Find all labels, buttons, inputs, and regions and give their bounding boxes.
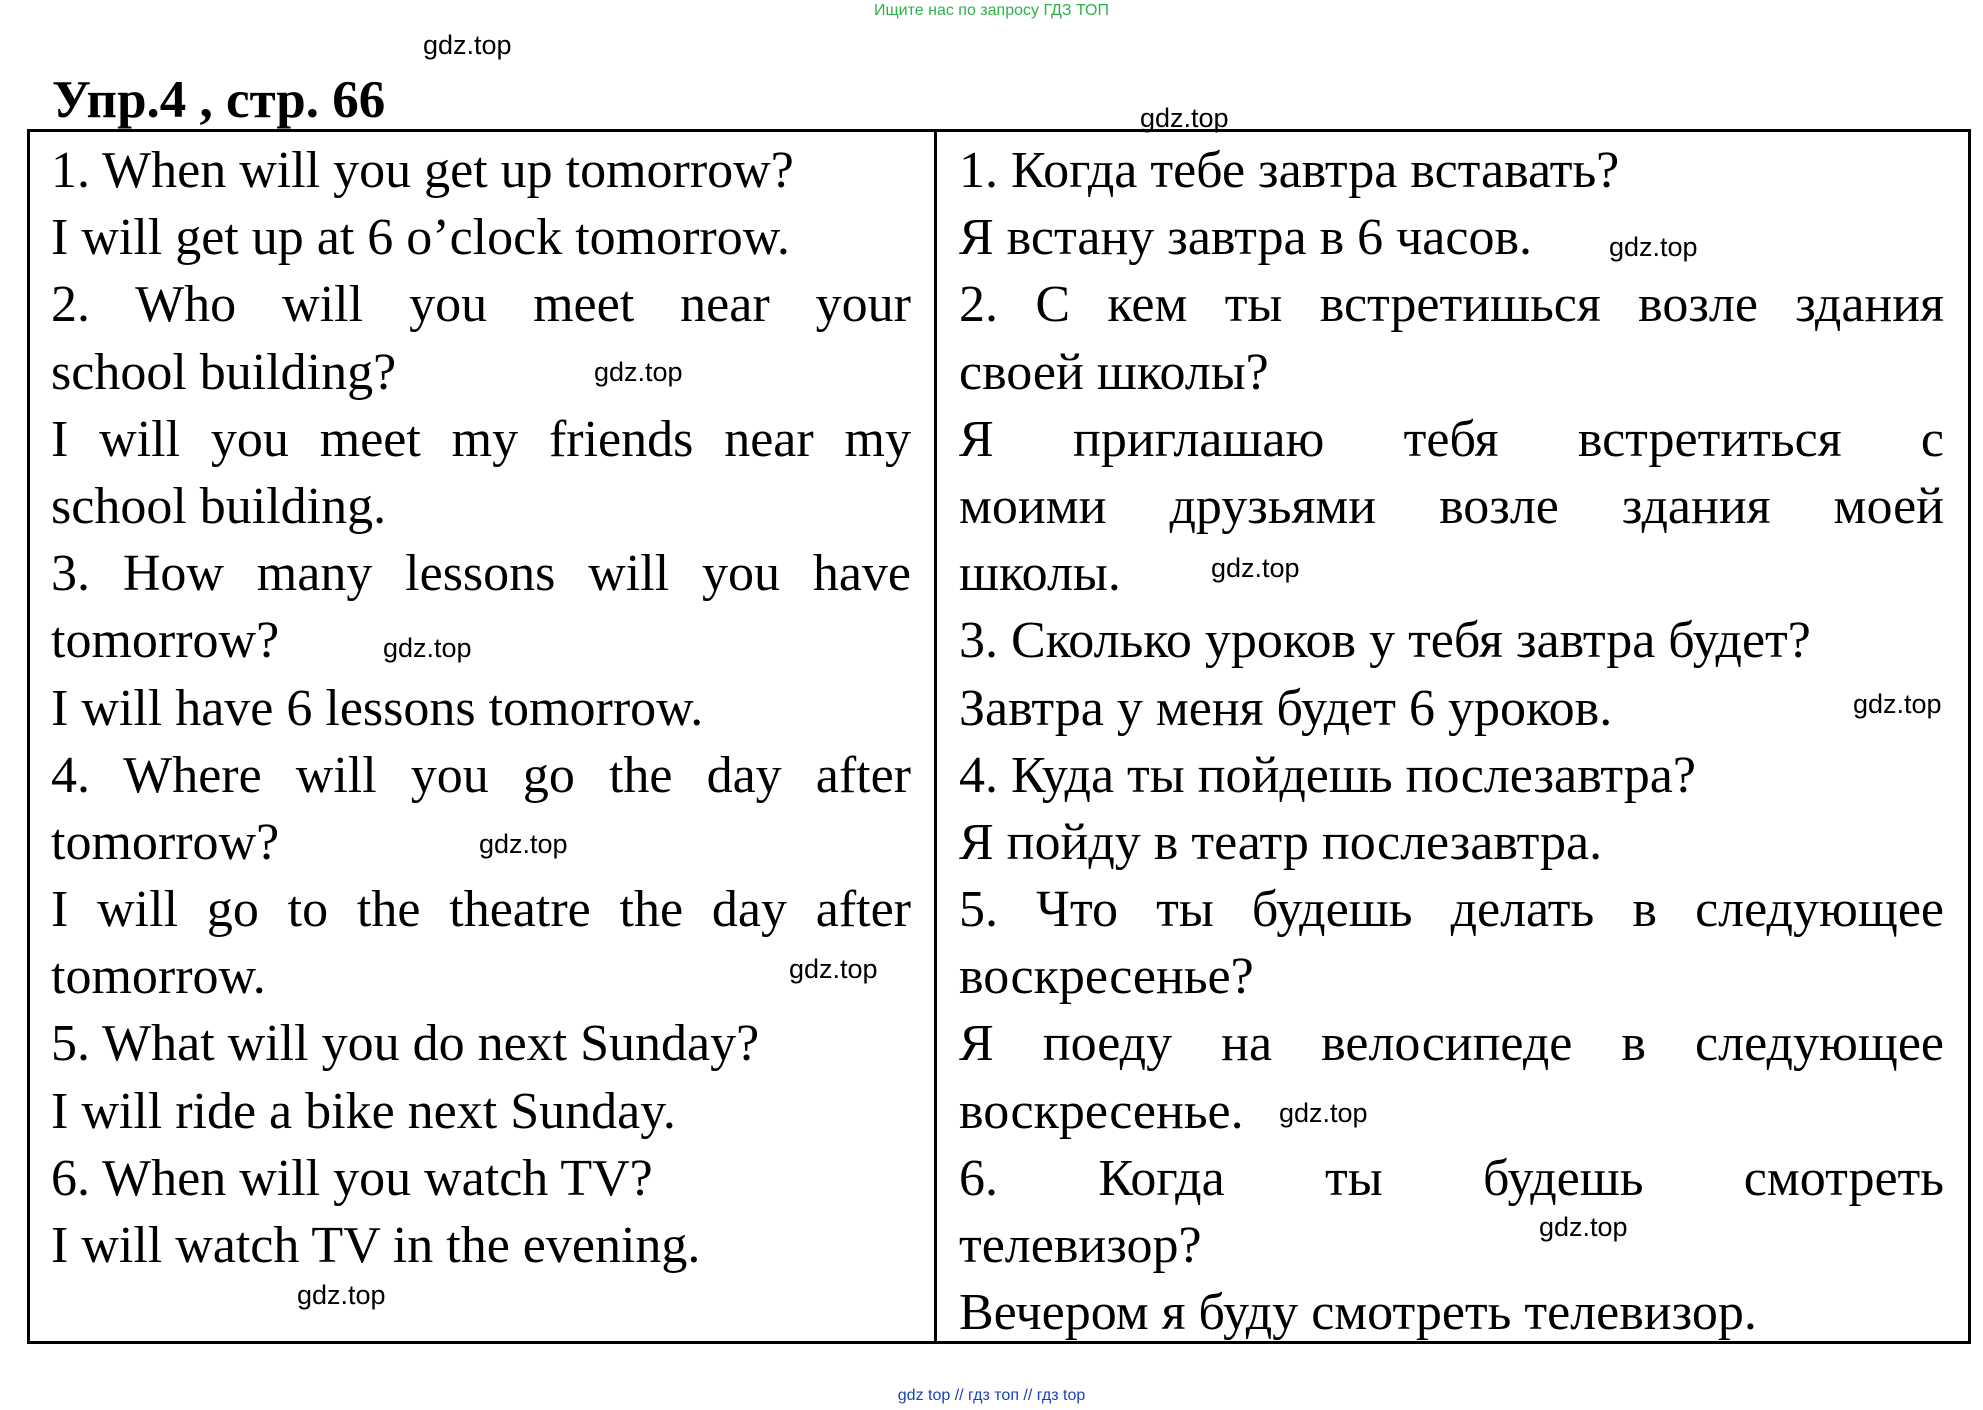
russian-line: 1. Когда тебе завтра вставать? — [959, 142, 1620, 199]
russian-line: Вечером я буду смотреть телевизор. — [959, 1284, 1757, 1342]
english-line: I will watch TV in the evening. — [51, 1217, 701, 1274]
watermark: gdz.top — [479, 829, 568, 859]
russian-column — [959, 137, 1944, 1346]
english-line: 1. When will you get up tomorrow? — [51, 142, 794, 199]
english-line: I will go to the theatre the day after — [51, 881, 911, 939]
russian-line: 5. Что ты будешь делать в следующее — [959, 881, 1944, 939]
english-column — [51, 137, 911, 1279]
russian-line: воскресенье. — [959, 1082, 1244, 1140]
watermark: gdz.top — [1140, 103, 1229, 133]
russian-line: Я встану завтра в 6 часов. — [959, 209, 1533, 267]
watermark: gdz.top — [1609, 232, 1698, 262]
english-line: 3. How many lessons will you have — [51, 545, 911, 603]
english-line: tomorrow. — [51, 948, 266, 1006]
watermark: gdz.top — [297, 1280, 386, 1310]
watermark: gdz.top — [423, 30, 512, 60]
english-line: 5. What will you do next Sunday? — [51, 1015, 760, 1073]
english-line: 2. Who will you meet near your — [51, 276, 911, 334]
russian-line: 3. Сколько уроков у тебя завтра будет? — [959, 612, 1811, 670]
watermark: gdz.top — [1211, 553, 1300, 583]
watermark: gdz.top — [594, 357, 683, 387]
watermark: gdz.top — [1279, 1098, 1368, 1128]
russian-line: воскресенье? — [959, 948, 1254, 1006]
english-line: school building. — [51, 477, 387, 535]
russian-line: Я приглашаю тебя встретиться с — [959, 410, 1944, 468]
english-line: tomorrow? — [51, 813, 280, 871]
russian-line: 6. Когда ты будешь смотреть — [959, 1149, 1944, 1207]
english-line: school building? — [51, 343, 397, 401]
column-divider — [934, 129, 937, 1344]
russian-line: 2. С кем ты встретишься возле здания — [959, 276, 1944, 334]
russian-line: Завтра у меня будет 6 уроков. — [959, 679, 1613, 737]
top-banner: Ищите нас по запросу ГДЗ ТОП — [874, 2, 1109, 19]
english-line: I will get up at 6 o’clock tomorrow. — [51, 209, 790, 267]
watermark: gdz.top — [1853, 689, 1942, 719]
russian-line: моими друзьями возле здания моей — [959, 477, 1944, 535]
russian-line: Я пойду в театр послезавтра. — [959, 813, 1603, 871]
footer-links: gdz top // гдз топ // гдз top — [897, 1387, 1086, 1404]
english-line: tomorrow? — [51, 612, 280, 670]
english-line: 4. Where will you go the day after — [51, 746, 911, 804]
russian-line: 4. Куда ты пойдешь послезавтра? — [959, 746, 1696, 804]
english-line: I will have 6 lessons tomorrow. — [51, 679, 704, 737]
english-line: 6. When will you watch TV? — [51, 1149, 653, 1207]
english-line: I will ride a bike next Sunday. — [51, 1082, 676, 1140]
russian-line: своей школы? — [959, 343, 1269, 401]
watermark: gdz.top — [383, 633, 472, 663]
english-line: I will you meet my friends near my — [51, 410, 911, 468]
russian-line: школы. — [959, 545, 1121, 603]
russian-line: телевизор? — [959, 1217, 1202, 1274]
page-title: Упр.4 , стр. 66 — [52, 71, 386, 129]
russian-line: Я поеду на велосипеде в следующее — [959, 1015, 1944, 1073]
watermark: gdz.top — [1539, 1212, 1628, 1242]
watermark: gdz.top — [789, 954, 878, 984]
